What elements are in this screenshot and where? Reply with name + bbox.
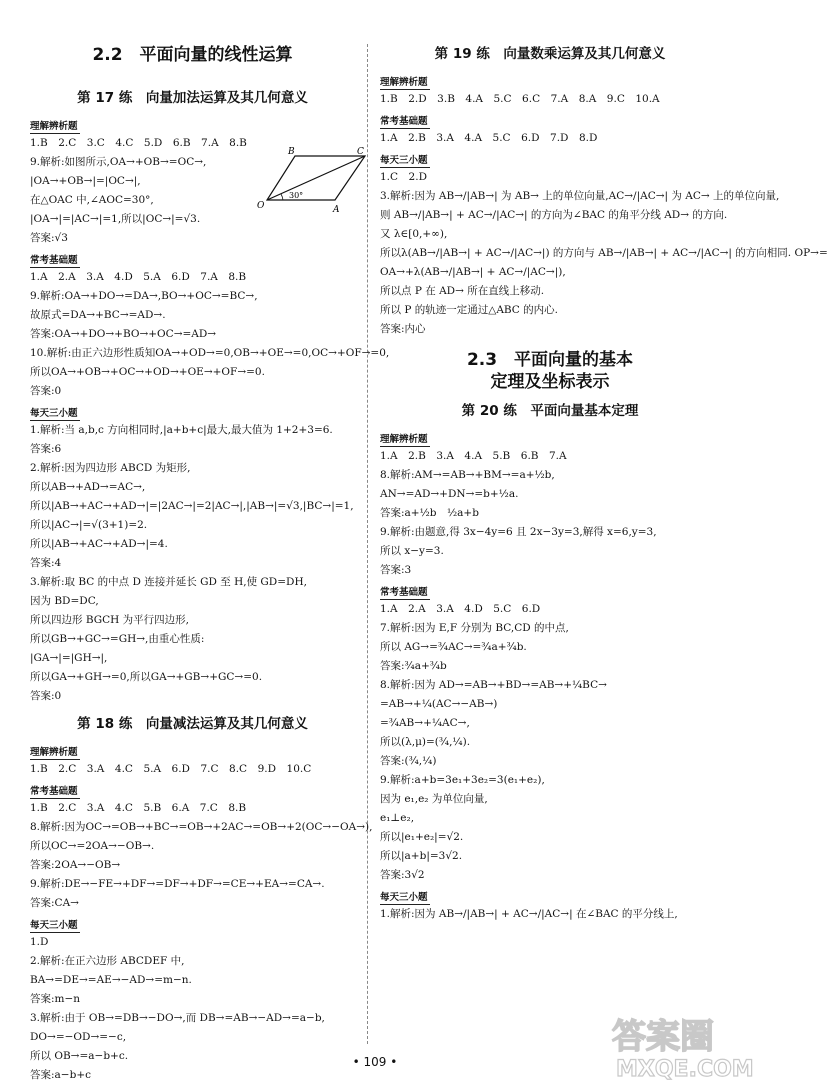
text-line: 所以|AB→+AC→+AD→|=|2AC→|=2|AC→|,|AB→|=√3,|BC→|=1, (30, 500, 354, 512)
text-line: 3.解析:由于 OB→=DB→−DO→,而 DB→=AB→−AD→=a−b, (30, 1012, 325, 1024)
text-line: 1.C 2.D (380, 171, 427, 183)
page-number: • 109 • (352, 1055, 398, 1069)
text-line: 答案:6 (30, 443, 62, 455)
text-line: 答案:a−b+c (30, 1069, 91, 1081)
text-line: 7.解析:因为 E,F 分别为 BC,CD 的中点, (380, 622, 569, 634)
text-line: 2.解析:在正六边形 ABCDEF 中, (30, 955, 185, 967)
figure-label-a: A (333, 205, 340, 215)
text-line: 答案:¾a+¾b (380, 660, 447, 672)
text-line: 2.解析:因为四边形 ABCD 为矩形, (30, 462, 191, 474)
text-line: 1.解析:因为 AB→/|AB→| + AC→/|AC→| 在∠BAC 的平分线上, (380, 908, 678, 920)
text-line: 所以四边形 BGCH 为平行四边形, (30, 614, 190, 626)
text-line: 所以GA→+GH→=0,所以GA→+GB→+GC→=0. (30, 671, 263, 683)
text-line: 又 λ∈[0,+∞), (380, 228, 448, 240)
section-label: 常考基础题 (380, 587, 428, 598)
text-line: =AB→+¼(AC→−AB→) (380, 698, 498, 710)
watermark-text-cn: 答案圈 (612, 1017, 714, 1057)
text-line: 3.解析:因为 AB→/|AB→| 为 AB→ 上的单位向量,AC→/|AC→| 为 AC→ 上的单位向量, (380, 190, 780, 202)
watermark-logo (606, 1008, 754, 1082)
chapter-title-2-3-line2: 定理及坐标表示 (490, 372, 610, 392)
section-label: 理解辨析题 (380, 434, 428, 445)
text-line: 所以OC→=2OA→−OB→. (30, 840, 155, 852)
text-line: 答案:a+½b ½a+b (380, 507, 479, 519)
text-line: 1.B 2.C 3.A 4.C 5.B 6.A 7.C 8.B (30, 802, 247, 814)
figure-label-o: O (257, 201, 265, 211)
text-line: 答案:m−n (30, 993, 81, 1005)
chapter-title-2-3-line1: 2.3 平面向量的基本 (466, 350, 634, 370)
right-column (380, 44, 828, 924)
text-line: 因为 e₁,e₂ 为单位向量, (380, 793, 488, 805)
exercise-19-title: 第 19 练 向量数乘运算及其几何意义 (434, 46, 666, 62)
text-line: 所以|AB→+AC→+AD→|=4. (30, 538, 168, 550)
text-line: 所以|AC→|=√(3+1)=2. (30, 519, 148, 531)
text-line: 答案:3 (380, 564, 412, 576)
text-line: DO→=−OD→=−c, (30, 1031, 127, 1043)
section-label: 每天三小题 (380, 155, 428, 166)
text-line: 1.B 2.C 3.C 4.C 5.D 6.B 7.A 8.B (30, 137, 247, 149)
text-line: 8.解析:因为OC→=OB→+BC→=OB→+2AC→=OB→+2(OC→−OA→), (30, 821, 373, 833)
text-line: 故原式=DA→+BC→=AD→. (30, 309, 166, 321)
watermark-text-url: MXQE.COM (616, 1057, 754, 1082)
exercise-17-title: 第 17 练 向量加法运算及其几何意义 (77, 90, 308, 106)
figure-label-c: C (357, 147, 364, 157)
text-line: 所以GB→+GC→=GH→,由重心性质: (30, 633, 205, 645)
text-line: 所以|a+b|=3√2. (380, 850, 463, 862)
text-line: AN→=AD→+DN→=b+½a. (380, 488, 519, 500)
text-line: 则 AB→/|AB→| + AC→/|AC→| 的方向为∠BAC 的角平分线 AD→ 的方向. (380, 209, 728, 221)
text-line: BA→=DE→=AE→−AD→=m−n. (30, 974, 192, 986)
text-line: 8.解析:因为 AD→=AB→+BD→=AB→+¼BC→ (380, 679, 607, 691)
text-line: 答案:(¾,¼) (380, 755, 437, 767)
text-line: |GA→|=|GH→|, (30, 652, 108, 664)
section-label: 常考基础题 (30, 255, 78, 266)
text-line: =¾AB→+¼AC→, (380, 717, 470, 729)
text-line: 答案:CA→ (30, 897, 79, 909)
text-line: 所以点 P 在 AD→ 所在直线上移动. (380, 285, 545, 297)
exercise-18-title: 第 18 练 向量减法运算及其几何意义 (77, 716, 308, 732)
parallelogram-figure (255, 148, 365, 214)
text-line: 1.A 2.A 3.A 4.D 5.C 6.D (380, 603, 541, 615)
text-line: 答案:3√2 (380, 869, 425, 881)
text-line: 所以AB→+AD→=AC→, (30, 481, 146, 493)
text-line: e₁⊥e₂, (380, 812, 415, 824)
section-label: 理解辨析题 (30, 747, 78, 758)
column-divider (367, 44, 368, 1044)
text-line: 所以 x−y=3. (380, 545, 444, 557)
text-line: |OA→+OB→|=|OC→|, (30, 175, 141, 187)
text-line: 9.解析:由题意,得 3x−4y=6 且 2x−3y=3,解得 x=6,y=3, (380, 526, 657, 538)
exercise-20-title: 第 20 练 平面向量基本定理 (461, 403, 639, 419)
section-label: 常考基础题 (380, 116, 428, 127)
text-line: 9.解析:OA→+DO→=DA→,BO→+OC→=BC→, (30, 290, 258, 302)
section-label: 每天三小题 (30, 408, 78, 419)
text-line: 所以|e₁+e₂|=√2. (380, 831, 464, 843)
text-line: 答案:0 (30, 385, 62, 397)
text-line: 3.解析:取 BC 的中点 D 连接并延长 GD 至 H,使 GD=DH, (30, 576, 307, 588)
text-line: 1.B 2.D 3.B 4.A 5.C 6.C 7.A 8.A 9.C 10.A (380, 93, 660, 105)
section-label: 理解辨析题 (30, 121, 78, 132)
chapter-title-2-2: 2.2 平面向量的线性运算 (92, 45, 293, 65)
text-line: 在△OAC 中,∠AOC=30°, (30, 194, 154, 206)
text-line: 答案:内心 (380, 323, 426, 335)
text-line: 1.解析:当 a,b,c 方向相同时,|a+b+c|最大,最大值为 1+2+3=6. (30, 424, 333, 436)
text-line: 答案:OA→+DO→+BO→+OC→=AD→ (30, 328, 217, 340)
text-line: 10.解析:由正六边形性质知OA→+OD→=0,OB→+OE→=0,OC→+OF→=0, (30, 347, 390, 359)
figure-label-b: B (288, 147, 295, 157)
text-line: 因为 BD=DC, (30, 595, 99, 607)
section-label: 每天三小题 (380, 892, 428, 903)
text-line: 答案:0 (30, 690, 62, 702)
text-line: 1.B 2.C 3.A 4.C 5.A 6.D 7.C 8.C 9.D 10.C (30, 763, 312, 775)
text-line: 9.解析:DE→−FE→+DF→=DF→+DF→=CE→+EA→=CA→. (30, 878, 325, 890)
text-line: 答案:2OA→−OB→ (30, 859, 121, 871)
text-line: 1.A 2.B 3.A 4.A 5.B 6.B 7.A (380, 450, 567, 462)
figure-label-angle: 30° (289, 191, 304, 200)
text-line: 所以 P 的轨迹一定通过△ABC 的内心. (380, 304, 559, 316)
section-label: 常考基础题 (30, 786, 78, 797)
text-line: 所以(λ,μ)=(¾,¼). (380, 736, 471, 748)
section-label: 每天三小题 (30, 920, 78, 931)
text-line: 答案:4 (30, 557, 62, 569)
text-line: 所以 AG→=¾AC→=¾a+¾b. (380, 641, 527, 653)
text-line: 所以 OB→=a−b+c. (30, 1050, 129, 1062)
text-line: 1.A 2.A 3.A 4.D 5.A 6.D 7.A 8.B (30, 271, 247, 283)
text-line: 所以λ(AB→/|AB→| + AC→/|AC→|) 的方向与 AB→/|AB→| + AC→/|AC→| 的方向相同. OP→= (380, 247, 828, 259)
text-line: 8.解析:AM→=AB→+BM→=a+½b, (380, 469, 555, 481)
text-line: 所以OA→+OB→+OC→+OD→+OE→+OF→=0. (30, 366, 265, 378)
section-label: 理解辨析题 (380, 77, 428, 88)
text-line: 1.D (30, 936, 49, 948)
text-line: 9.解析:a+b=3e₁+3e₂=3(e₁+e₂), (380, 774, 545, 786)
text-line: 1.A 2.B 3.A 4.A 5.C 6.D 7.D 8.D (380, 132, 598, 144)
text-line: |OA→|=|AC→|=1,所以|OC→|=√3. (30, 213, 201, 225)
text-line: 9.解析:如图所示,OA→+OB→=OC→, (30, 156, 207, 168)
text-line: OA→+λ(AB→/|AB→| + AC→/|AC→|), (380, 266, 566, 278)
text-line: 答案:√3 (30, 232, 68, 244)
